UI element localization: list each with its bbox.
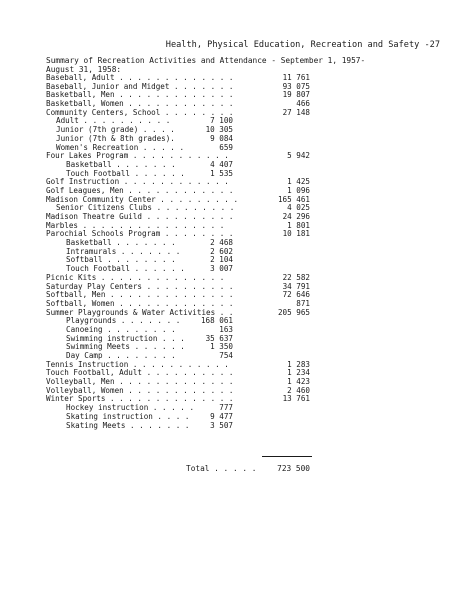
activity-label: Adult . . . . . . . . . . <box>56 116 171 126</box>
total-value: 1 425 <box>287 177 310 187</box>
activity-label: Junior (7th grade) . . . . <box>56 125 175 135</box>
activity-label: Winter Sports . . . . . . . . . . . . . . <box>46 394 234 404</box>
activity-label: Playgrounds . . . . . . . <box>66 316 181 326</box>
activity-label: Women's Recreation . . . . . <box>56 142 185 152</box>
subtotal-value: 777 <box>219 403 233 413</box>
activity-label: Tennis Instruction . . . . . . . . . . . <box>46 359 229 369</box>
total-value: 165 461 <box>277 194 310 204</box>
activity-label: Skating Meets . . . . . . . <box>66 420 190 430</box>
activity-label: Community Centers, School . . . . . . . . <box>46 107 234 117</box>
subtotal-value: 10 305 <box>205 125 233 135</box>
activity-label: Basketball . . . . . . . <box>66 159 176 169</box>
activity-label: Canoeing . . . . . . . . <box>66 324 176 334</box>
total-value: 19 807 <box>282 90 310 100</box>
activity-label: Picnic Kits . . . . . . . . . . . . . . <box>46 272 225 282</box>
total-value: 24 296 <box>282 212 310 221</box>
total-value: 93 075 <box>282 81 310 91</box>
grand-total-row <box>0 464 464 474</box>
grand-total-value: 723 500 <box>277 464 310 473</box>
total-value: 4 025 <box>287 203 310 213</box>
activity-label: Softball . . . . . . . . <box>66 255 176 265</box>
activity-label: Junior (7th & 8th grades). <box>56 133 175 143</box>
activity-label: Swimming instruction . . . <box>66 333 185 343</box>
subtotal-value: 659 <box>219 142 233 152</box>
total-value: 466 <box>296 99 310 109</box>
subtotal-value: 9 477 <box>210 411 233 421</box>
subtotal-value: 1 350 <box>210 342 233 352</box>
subtotal-value: 35 637 <box>205 333 233 343</box>
title-line-2: August 31, 1958: <box>46 65 122 74</box>
activity-label: Volleyball, Men . . . . . . . . . . . . . <box>46 377 234 387</box>
activity-label: Basketball, Women . . . . . . . . . . . . <box>46 99 234 109</box>
activity-label: Golf Leagues, Men . . . . . . . . . . . . <box>46 185 234 195</box>
activity-list <box>0 74 464 430</box>
activity-label: Golf Instruction . . . . . . . . . . . . <box>46 177 229 187</box>
total-value: 1 801 <box>287 220 310 230</box>
activity-label: Skating instruction . . . . <box>66 411 190 421</box>
total-value: 5 942 <box>287 151 310 161</box>
total-value: 10 181 <box>282 229 310 239</box>
subtotal-value: 2 468 <box>210 238 233 248</box>
activity-label: Basketball . . . . . . . <box>66 238 176 248</box>
activity-label: Summer Playgrounds & Water Activities . . <box>46 307 234 317</box>
activity-label: Baseball, Junior and Midget . . . . . . . <box>46 81 234 91</box>
activity-label: Day Camp . . . . . . . . <box>66 351 176 360</box>
activity-label: Senior Citizens Clubs . . . . . . . . . <box>56 203 235 213</box>
total-value: 27 148 <box>282 107 310 117</box>
subtotal-value: 754 <box>219 351 233 360</box>
activity-label: Softball, Women . . . . . . . . . . . . . <box>46 298 234 308</box>
summary-title <box>46 56 365 74</box>
activity-label: Saturday Play Centers . . . . . . . . . . <box>46 281 234 291</box>
activity-label: Volleyball, Women . . . . . . . . . . . . <box>46 385 234 395</box>
activity-label: Baseball, Adult . . . . . . . . . . . . . <box>46 73 234 82</box>
activity-label: Intramurals . . . . . . . <box>66 246 181 256</box>
activity-label: Marbles . . . . . . . . . . . . . . . . <box>46 220 225 230</box>
subtotal-value: 1 535 <box>210 168 233 178</box>
subtotal-value: 168 061 <box>200 316 233 326</box>
grand-total-label: Total . . . . . <box>186 464 257 473</box>
subtotal-value: 4 407 <box>210 159 233 169</box>
total-value: 1 096 <box>287 185 310 195</box>
activity-label: Madison Community Center . . . . . . . . . <box>46 194 239 204</box>
total-rule <box>262 456 312 457</box>
total-value: 871 <box>296 298 310 308</box>
total-value: 2 460 <box>287 385 310 395</box>
title-line-1: Summary of Recreation Activities and Attendance - September 1, 1957- <box>46 56 366 65</box>
activity-label: Madison Theatre Guild . . . . . . . . . . <box>46 212 234 221</box>
activity-label: Basketball, Men . . . . . . . . . . . . . <box>46 90 234 100</box>
activity-label: Touch Football, Adult . . . . . . . . . . <box>46 368 234 378</box>
activity-label: Touch Football . . . . . . <box>66 264 185 274</box>
subtotal-value: 7 100 <box>210 116 233 126</box>
activity-label: Parochial Schools Program . . . . . . . . <box>46 229 234 239</box>
total-value: 22 582 <box>282 272 310 282</box>
activity-label: Swimming Meets . . . . . . <box>66 342 185 352</box>
subtotal-value: 2 104 <box>210 255 233 265</box>
total-value: 11 761 <box>282 73 310 82</box>
subtotal-value: 3 007 <box>210 264 233 274</box>
subtotal-value: 9 084 <box>210 133 233 143</box>
total-value: 13 761 <box>282 394 310 404</box>
total-value: 1 234 <box>287 368 310 378</box>
subtotal-value: 2 602 <box>210 246 233 256</box>
activity-row <box>0 422 464 431</box>
page-header: Health, Physical Education, Recreation and Safety -27 <box>165 40 440 50</box>
subtotal-value: 3 507 <box>210 420 233 430</box>
activity-label: Touch Football . . . . . . <box>66 168 185 178</box>
total-value: 34 791 <box>282 281 310 291</box>
activity-label: Hockey instruction . . . . . <box>66 403 195 413</box>
total-value: 1 423 <box>287 377 310 387</box>
activity-label: Softball, Men . . . . . . . . . . . . . . <box>46 290 234 300</box>
total-value: 72 646 <box>282 290 310 300</box>
total-value: 205 965 <box>277 307 310 317</box>
activity-label: Four Lakes Program . . . . . . . . . . . <box>46 151 229 161</box>
total-value: 1 283 <box>287 359 310 369</box>
subtotal-value: 163 <box>219 324 233 334</box>
